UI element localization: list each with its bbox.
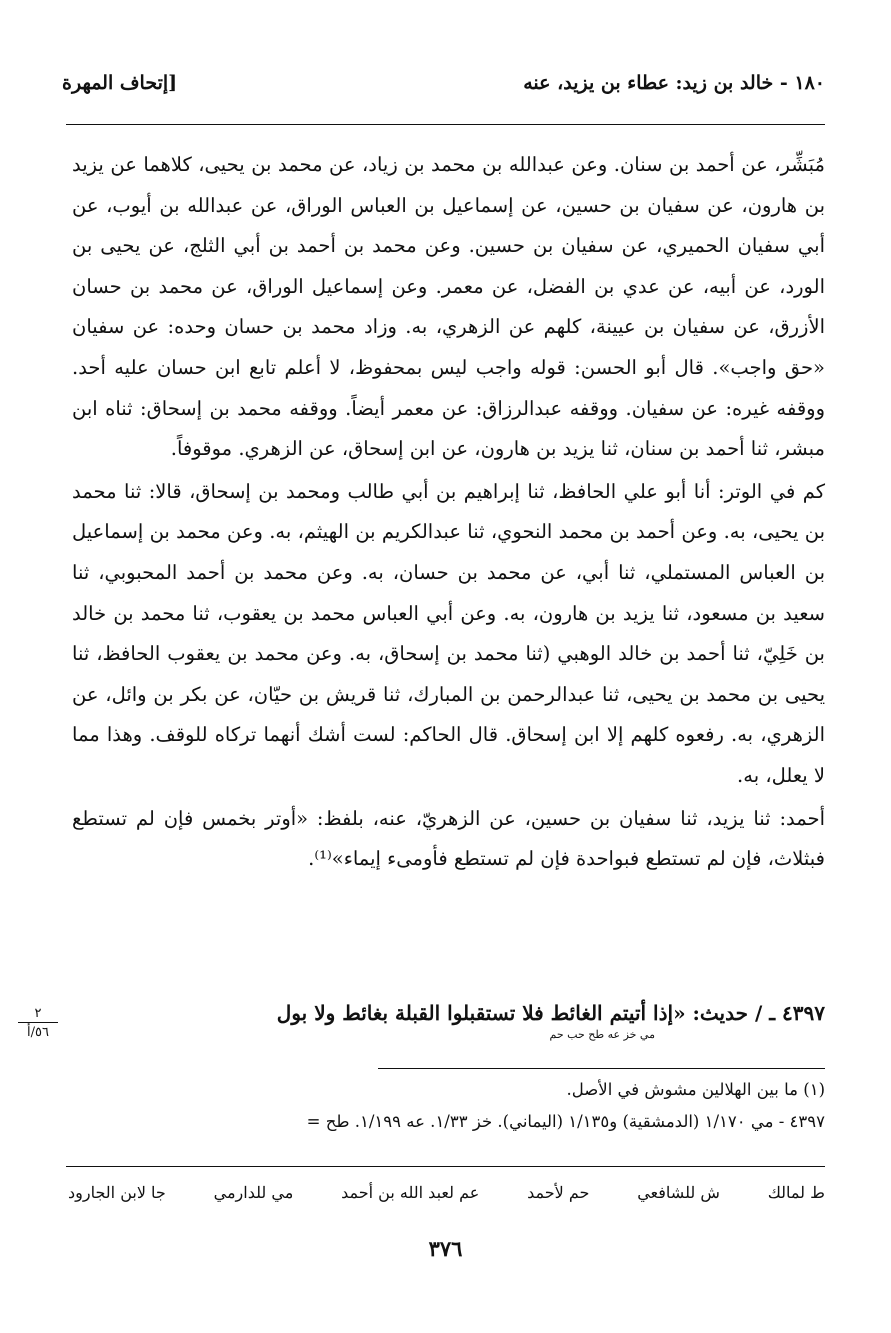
- header-rule: [66, 124, 825, 125]
- hadith-heading: ٤٣٩٧ ـ / حديث: «إذا أتيتم الغائط فلا تستقبلوا القبلة بغائط ولا بول: [276, 1001, 825, 1025]
- hadith-sigla: مي خز عه طح حب حم: [549, 1028, 655, 1041]
- footnote: (١) ما بين الهلالين مشوش في الأصل.: [566, 1080, 825, 1099]
- legend-rule: [66, 1166, 825, 1167]
- sigla-legend: [68, 1183, 825, 1202]
- paragraph-2: كم في الوتر: أنا أبو علي الحافظ، ثنا إبراهيم بن أبي طالب ومحمد بن إسحاق، قالا: ثنا محمد بن يحيى، به. وعن أحمد بن محمد النحوي، ثنا عبدالكريم بن الهيثم، به. وعن محمد بن إسماعيل بن العباس المستملي، ثنا أبي، عن محمد بن حسان، به. وعن محمد بن أحمد المحبوبي، ثنا سعيد بن مسعود، ثنا يزيد بن هارون، به. وعن أبي العباس محمد بن يعقوب، ثنا محمد بن خالد بن خَلِيّ، ثنا أحمد بن خالد الوهبي (ثنا محمد بن إسحاق، به. وعن محمد بن يعقوب الحافظ، ثنا يحيى بن محمد بن يحيى، ثنا عبدالرحمن بن المبارك، ثنا قريش بن حيّان، عن بكر بن وائل، عن الزهري، به. رفعوه كلهم إلا ابن إسحاق. قال الحاكم: لست أشك أنهما تركاه للوقف. وهذا مما لا يعلل، به.: [72, 479, 825, 787]
- book-title: [إتحاف المهرة: [62, 72, 178, 94]
- paragraph-1: مُبَشِّر، عن أحمد بن سنان. وعن عبدالله بن محمد بن زياد، عن محمد بن يحيى، كلاهما عن يزيد بن هارون، عن سفيان بن حسين، عن إسماعيل بن العباس الوراق، عن عبدالله بن أيوب، عن أبي سفيان الحميري، عن سفيان بن حسين. وعن محمد بن أحمد بن أبي الثلج، عن يحيى بن الورد، عن أبيه، عن عدي بن الفضل، عن معمر. وعن إسماعيل الوراق، عن محمد بن حسان الأزرق، عن سفيان بن عيينة، كلهم عن الزهري، به. وزاد محمد بن حسان وحده: عن سفيان «حق واجب». قال أبو الحسن: قوله واجب ليس بمحفوظ، لا أعلم تابع ابن حسان عليه أحد. ووقفه غيره: عن سفيان. ووقفه عبدالرزاق: عن معمر أيضاً. ووقفه محمد بن إسحاق: ثناه ابن مبشر، ثنا أحمد بن سنان، ثنا يزيد بن هارون، عن ابن إسحاق، عن الزهري. موقوفاً.: [72, 153, 825, 461]
- sigla-item: مي للدارمي: [213, 1183, 294, 1202]
- folio-denominator: ٥٦/أ: [27, 1025, 49, 1040]
- folio-numerator: ٢: [18, 1006, 58, 1023]
- footnote-rule: [378, 1068, 825, 1069]
- running-title: ١٨٠ - خالد بن زيد: عطاء بن يزيد، عنه: [523, 72, 825, 94]
- sigla-item: حم لأحمد: [527, 1183, 590, 1202]
- hadith-entry: [72, 1000, 825, 1060]
- sigla-item: جا لابن الجارود: [68, 1183, 166, 1202]
- margin-folio-ref: [18, 1006, 58, 1040]
- main-text: [72, 145, 825, 880]
- page-header: [62, 72, 825, 112]
- sigla-item: عم لعبد الله بن أحمد: [341, 1183, 480, 1202]
- paragraph-3: أحمد: ثنا يزيد، ثنا سفيان بن حسين، عن الزهريّ، عنه، بلفظ: «أوتر بخمس فإن لم تستطع فبثلاث، فإن لم تستطع فبواحدة فإن لم تستطع فأومىء إيماء»⁽¹⁾.: [72, 806, 825, 871]
- source-references: ٤٣٩٧ - مي ١/١٧٠ (الدمشقية) و١/١٣٥ (اليماني). خز ١/٣٣. عه ١/١٩٩. طح =: [306, 1112, 825, 1131]
- page-number: ٣٧٦: [428, 1236, 463, 1261]
- sigla-item: ش للشافعي: [637, 1183, 720, 1202]
- sigla-item: ط لمالك: [767, 1183, 825, 1202]
